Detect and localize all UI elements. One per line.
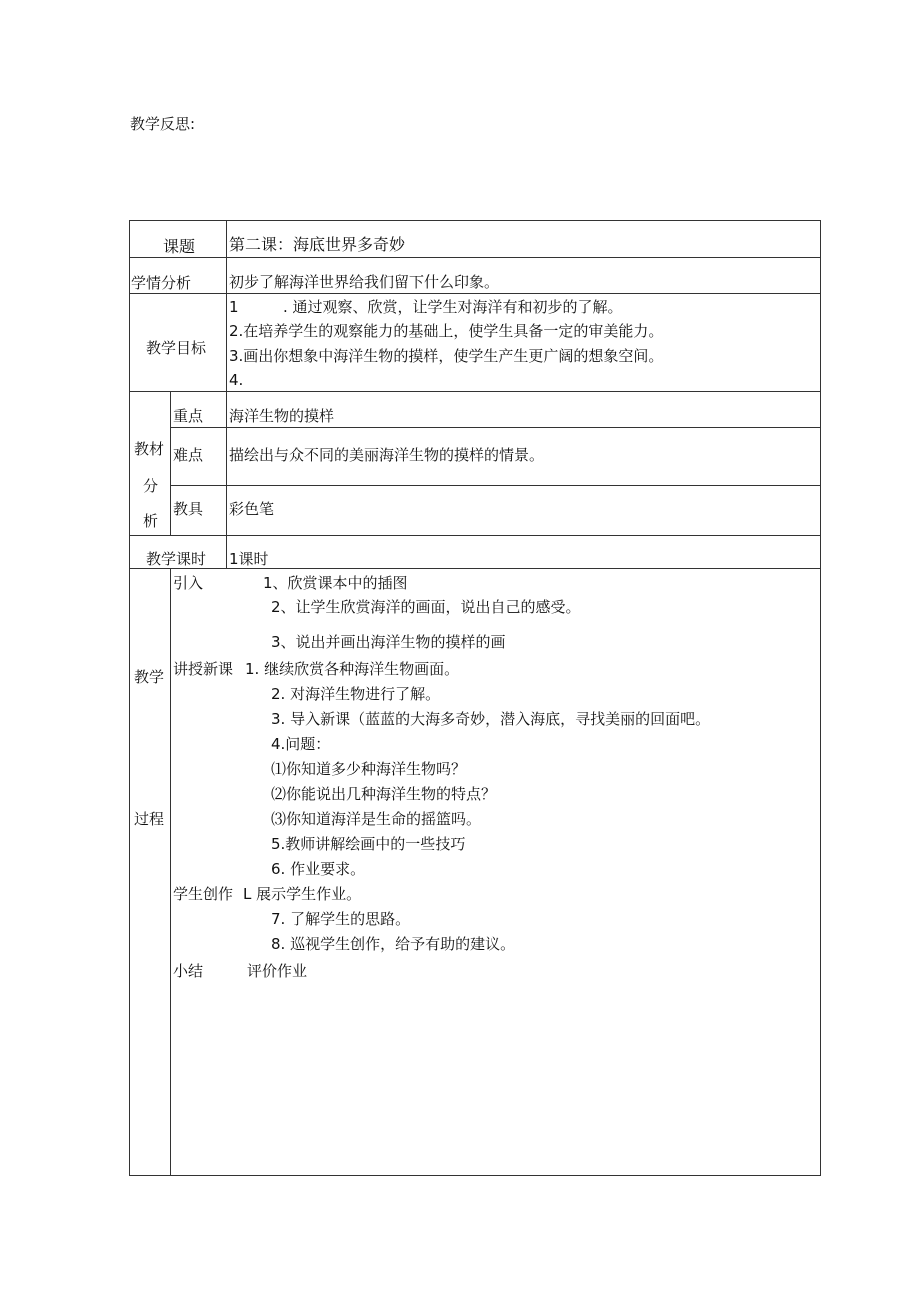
difficulty-value: 描绘出与众不同的美丽海洋生物的摸样的情景。 [229, 446, 545, 464]
key-point-label: 重点 [173, 407, 204, 425]
difficulty-label: 难点 [173, 446, 204, 464]
column-divider [226, 220, 227, 393]
analysis-value: 初步了解海洋世界给我们留下什么印象。 [229, 273, 500, 291]
new-lesson-item: ⑶你知道海洋是生命的摇篮吗。 [271, 810, 482, 828]
goal-item-3: 3.画出你想象中海洋生物的摸样，使学生产生更广阔的想象空间。 [229, 347, 664, 365]
column-divider [170, 391, 171, 536]
process-label-bottom: 过程 [134, 810, 165, 828]
summary-value: 评价作业 [247, 962, 308, 980]
row-divider [170, 427, 821, 428]
creation-item: 7. 了解学生的思路。 [271, 910, 411, 928]
row-divider [129, 391, 821, 392]
material-label-line-1: 教材 [134, 440, 165, 458]
creation-item: 8. 巡视学生创作，给予有助的建议。 [271, 935, 516, 953]
table-border-bottom [129, 1175, 821, 1176]
new-lesson-label: 讲授新课 [173, 660, 234, 678]
new-lesson-item: 5.教师讲解绘画中的一些技巧 [271, 835, 466, 853]
table-border-right [820, 220, 821, 1176]
row-divider [129, 257, 821, 258]
material-label-line-3: 析 [143, 512, 159, 530]
analysis-label: 学情分析 [131, 274, 192, 292]
topic-value: 第二课：海底世界多奇妙 [229, 235, 406, 254]
goal-item-1-number: 1 [229, 298, 239, 316]
tools-label: 教具 [173, 500, 204, 518]
goal-item-1: . 通过观察、欣赏，让学生对海洋有和初步的了解。 [283, 298, 623, 316]
goals-label: 教学目标 [146, 339, 207, 357]
new-lesson-item: 2. 对海洋生物进行了解。 [271, 685, 441, 703]
column-divider [226, 535, 227, 569]
key-point-value: 海洋生物的摸样 [229, 407, 335, 425]
row-divider [170, 485, 821, 486]
process-label-top: 教学 [134, 668, 165, 686]
intro-item: 1、欣赏课本中的插图 [263, 574, 408, 592]
goal-item-2: 2.在培养学生的观察能力的基础上，使学生具备一定的审美能力。 [229, 322, 664, 340]
intro-item: 2、让学生欣赏海洋的画面，说出自己的感受。 [271, 598, 581, 616]
creation-label: 学生创作 [173, 885, 234, 903]
hours-value: 1课时 [229, 550, 269, 568]
column-divider [170, 568, 171, 1176]
hours-label: 教学课时 [146, 550, 207, 568]
row-divider [129, 535, 821, 536]
column-divider [226, 391, 227, 536]
row-divider [129, 293, 821, 294]
row-divider [129, 568, 821, 569]
intro-item: 3、说出并画出海洋生物的摸样的画 [271, 633, 506, 651]
summary-label: 小结 [173, 962, 204, 980]
new-lesson-item: 3. 导入新课（蓝蓝的大海多奇妙，潜入海底，寻找美丽的回面吧。 [271, 710, 711, 728]
new-lesson-item: 6. 作业要求。 [271, 860, 366, 878]
new-lesson-item: 1. 继续欣赏各种海洋生物画面。 [245, 660, 460, 678]
topic-label: 课题 [163, 237, 196, 256]
goal-item-4: 4. [229, 371, 244, 389]
intro-label: 引入 [173, 574, 204, 592]
new-lesson-item: ⑴你知道多少种海洋生物吗？ [271, 760, 467, 778]
new-lesson-item: 4.问题： [271, 735, 331, 753]
creation-item: L 展示学生作业。 [243, 885, 362, 903]
table-border-left [129, 220, 130, 1176]
tools-value: 彩色笔 [229, 500, 275, 518]
material-label-line-2: 分 [143, 477, 159, 495]
new-lesson-item: ⑵你能说出几种海洋生物的特点？ [271, 785, 497, 803]
table-border-top [129, 220, 821, 221]
reflection-label: 教学反思: [130, 115, 196, 133]
